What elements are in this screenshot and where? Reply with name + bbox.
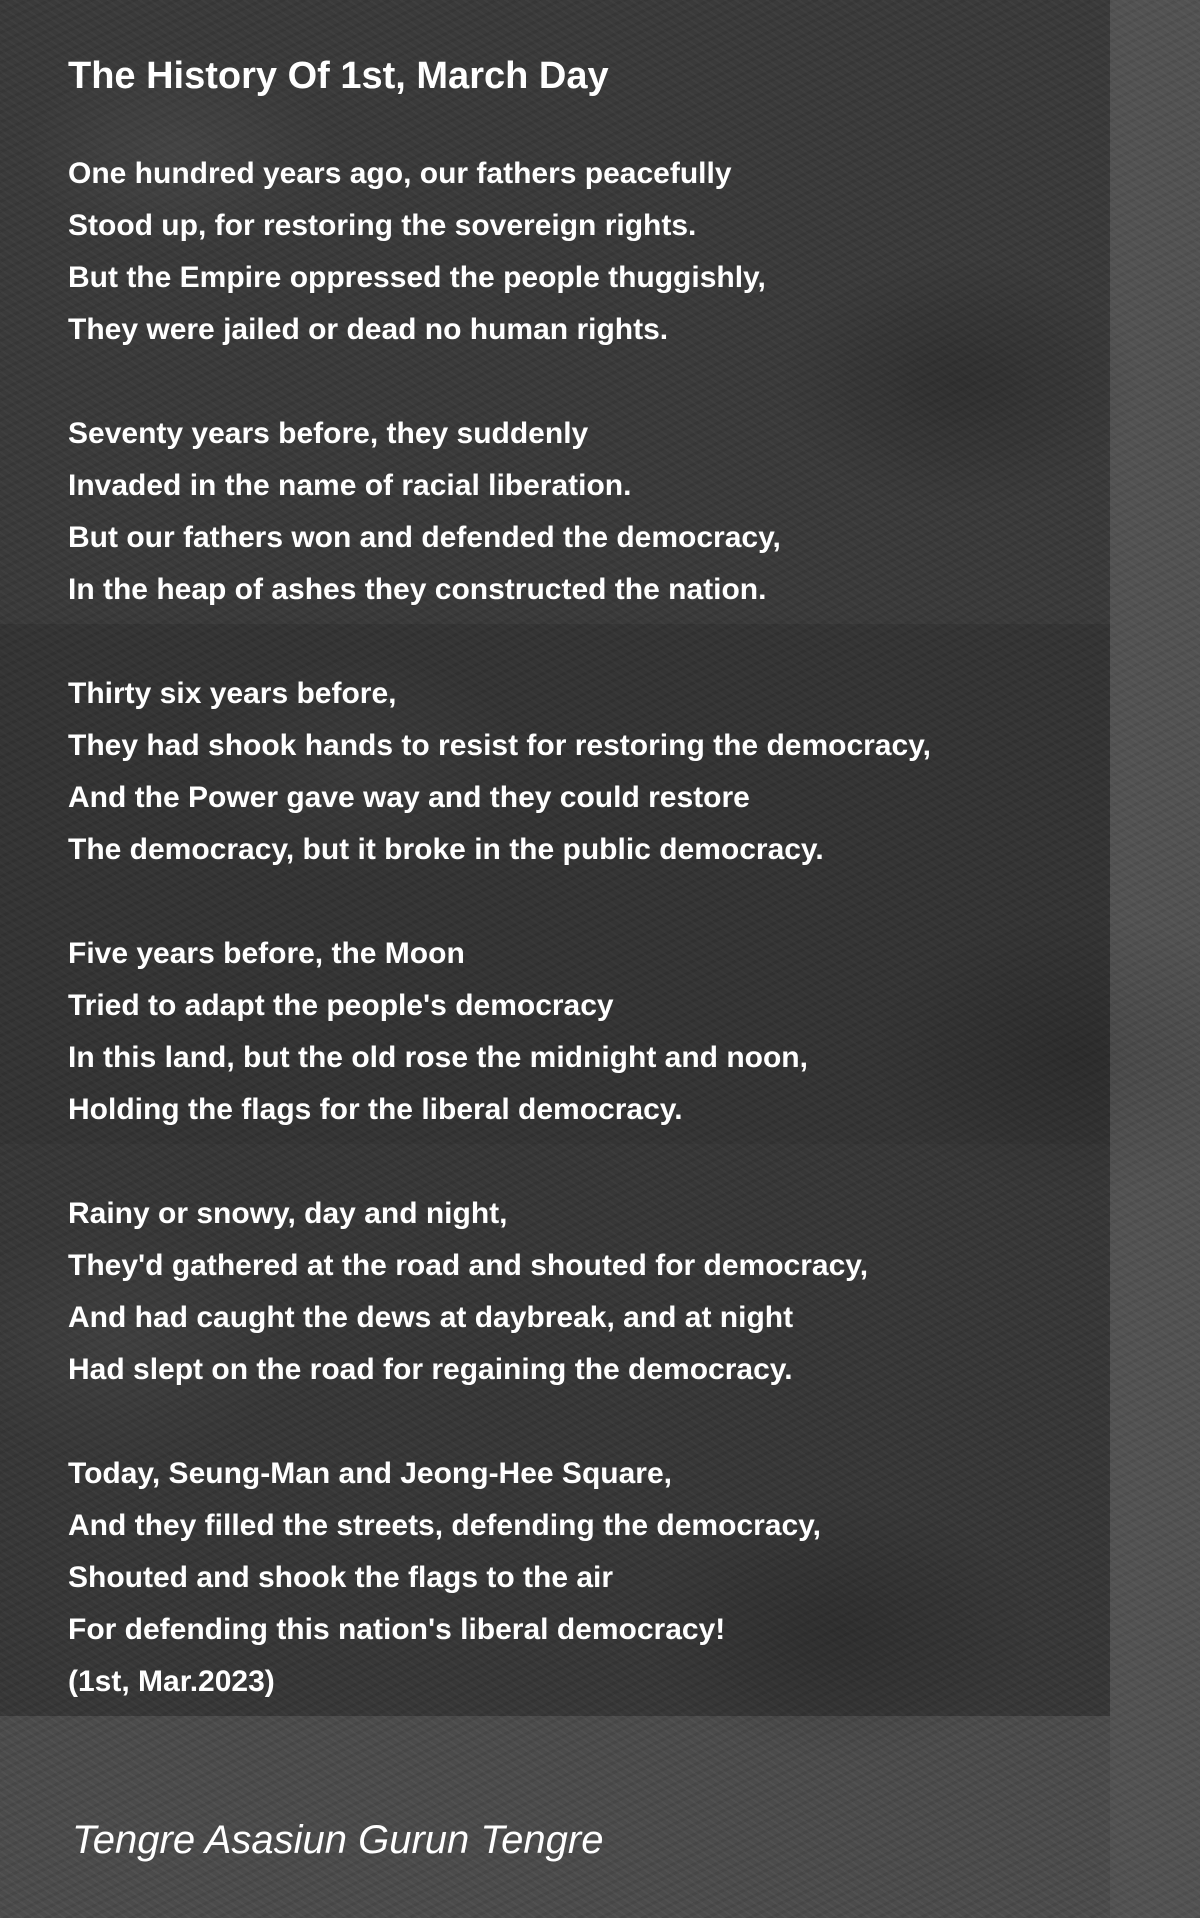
poem-line: The democracy, but it broke in the public democracy. — [68, 833, 824, 866]
poem-line: Five years before, the Moon — [68, 937, 465, 970]
poem-line: They had shook hands to resist for restoring the democracy, — [68, 729, 931, 762]
poem-line: Holding the flags for the liberal democracy. — [68, 1093, 683, 1126]
poem-line: In this land, but the old rose the midnight and noon, — [68, 1041, 808, 1074]
poem-title: The History Of 1st, March Day — [68, 55, 609, 97]
poem-line: But our fathers won and defended the democracy, — [68, 521, 781, 554]
poem-line: For defending this nation's liberal democracy! — [68, 1613, 726, 1646]
poem-line: Thirty six years before, — [68, 677, 397, 710]
poem-line: Seventy years before, they suddenly — [68, 417, 589, 450]
poem-line: Shouted and shook the flags to the air — [68, 1561, 614, 1594]
poem-body — [68, 148, 1128, 1708]
poem-line: They were jailed or dead no human rights. — [68, 313, 669, 346]
poem-line: Had slept on the road for regaining the democracy. — [68, 1353, 793, 1386]
stanza-2 — [68, 408, 1128, 616]
poem-line: And they filled the streets, defending the democracy, — [68, 1509, 821, 1542]
poem-line: Invaded in the name of racial liberation. — [68, 469, 632, 502]
poem-line: And the Power gave way and they could restore — [68, 781, 750, 814]
stanza-5 — [68, 1188, 1128, 1396]
poem-line: They'd gathered at the road and shouted for democracy, — [68, 1249, 869, 1282]
poem-line: Tried to adapt the people's democracy — [68, 989, 614, 1022]
stanza-3 — [68, 668, 1128, 876]
stanza-4 — [68, 928, 1128, 1136]
stanza-6 — [68, 1448, 1128, 1708]
poem-date-line: (1st, Mar.2023) — [68, 1665, 275, 1698]
poem-container — [68, 48, 1128, 1760]
poem-line: One hundred years ago, our fathers peacefully — [68, 157, 732, 190]
poem-line: Today, Seung-Man and Jeong-Hee Square, — [68, 1457, 672, 1490]
poem-author: Tengre Asasiun Gurun Tengre — [72, 1818, 604, 1862]
poem-line: And had caught the dews at daybreak, and at night — [68, 1301, 794, 1334]
poem-line: But the Empire oppressed the people thuggishly, — [68, 261, 766, 294]
poem-line: Rainy or snowy, day and night, — [68, 1197, 508, 1230]
stanza-1 — [68, 148, 1128, 356]
poem-line: In the heap of ashes they constructed the nation. — [68, 573, 767, 606]
poem-line: Stood up, for restoring the sovereign rights. — [68, 209, 697, 242]
